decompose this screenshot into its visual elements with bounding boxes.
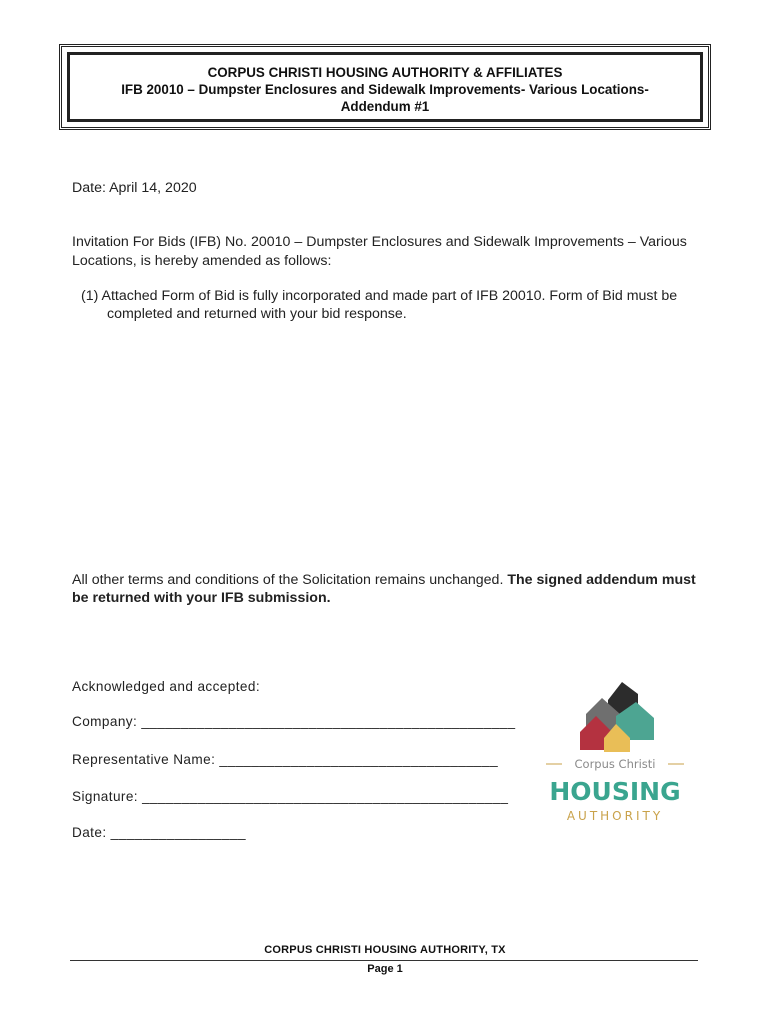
housing-authority-logo xyxy=(540,680,690,826)
company-field[interactable]: Company: _______________________________________________ xyxy=(72,714,516,729)
document-header xyxy=(59,44,711,130)
header-ifb-title: IFB 20010 – Dumpster Enclosures and Sidewalk Improvements- Various Locations- xyxy=(121,82,649,97)
header-title: CORPUS CHRISTI HOUSING AUTHORITY & AFFILIATES xyxy=(207,65,563,80)
terms-bold-text: The signed addendum must be returned with your IFB submission. xyxy=(72,572,696,606)
terms-plain-text: All other terms and conditions of the Solicitation remains unchanged. xyxy=(72,572,508,588)
footer-divider xyxy=(70,960,698,961)
logo-graphic xyxy=(540,680,690,826)
acknowledgement-title: Acknowledged and accepted: xyxy=(72,679,261,694)
representative-name-field[interactable]: Representative Name: ___________________________________ xyxy=(72,752,499,767)
signature-field[interactable]: Signature: ______________________________________________ xyxy=(72,789,509,804)
logo-city-text: Corpus Christi xyxy=(574,757,656,771)
header-inner-frame xyxy=(67,52,703,122)
logo-authority-text: AUTHORITY xyxy=(566,809,664,823)
document-date: Date: April 14, 2020 xyxy=(72,180,197,196)
footer-organization: CORPUS CHRISTI HOUSING AUTHORITY, TX xyxy=(264,944,506,956)
header-addendum: Addendum #1 xyxy=(340,99,430,114)
terms-paragraph xyxy=(72,571,712,607)
logo-housing-text: HOUSING xyxy=(549,777,681,806)
ifb-amendment-statement: Invitation For Bids (IFB) No. 20010 – Dumpster Enclosures and Sidewalk Improvements – Various Locations, is hereby amended as follows: xyxy=(72,234,687,269)
page-number: Page 1 xyxy=(367,963,403,975)
date-field[interactable]: Date: _________________ xyxy=(72,825,246,840)
amendment-item-1: (1) Attached Form of Bid is fully incorporated and made part of IFB 20010. Form of Bid must be completed and returned with your bid response. xyxy=(81,288,678,322)
